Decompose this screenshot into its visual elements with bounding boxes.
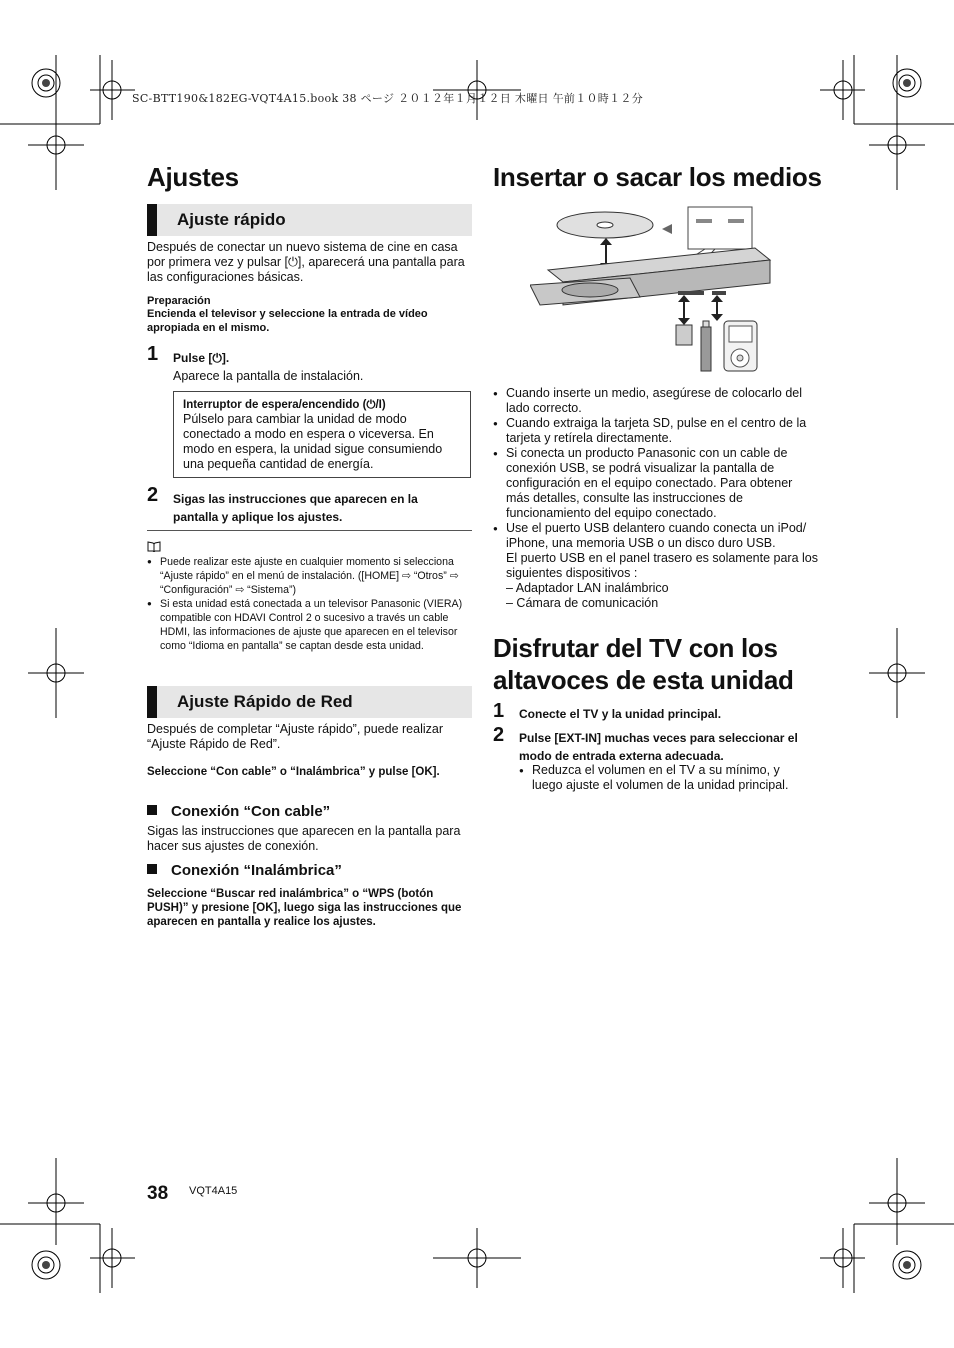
media-bullet: ● Cuando extraiga la tarjeta SD, pulse en el centro de la tarjeta y retírela directamente. [493,416,818,446]
page-title-ajustes: Ajustes [147,162,239,192]
step1-text: Aparece la pantalla de instalación. [173,369,364,383]
step2-title: Sigas las instrucciones que aparecen en la pantalla y aplique los ajustes. [173,492,418,524]
file-header: SC-BTT190&182EG-VQT4A15.book 38 ページ ２０１２年１月１２日 木曜日 午前１０時１２分 [132,92,643,105]
prep-text: Encienda el televisor y seleccione la entrada de vídeo apropiada en el mismo. [147,308,428,334]
tv-title-line2: altavoces de esta unidad [493,665,794,695]
section-heading-label: Ajuste Rápido de Red [177,692,353,711]
network-intro: Después de completar “Ajuste rápido”, puede realizar “Ajuste Rápido de Red”. [147,722,443,751]
section-heading-network-setup [147,686,472,718]
tv-step2-bullets [519,763,809,793]
wireless-heading: Conexión “Inalámbrica” [147,862,342,879]
wired-text: Sigas las instrucciones que aparecen en la pantalla para hacer sus ajustes de conexión. [147,824,461,853]
square-bullet-icon [147,805,157,815]
media-bullets [493,386,818,611]
prep-label: Preparación [147,295,211,307]
section-heading-quick-setup [147,204,472,236]
rear-usb-text: El puerto USB en el panel trasero es solamente para los siguientes dispositivos : [506,551,818,580]
tv-step2-bullet: ● Reduzca el volumen en el TV a su mínimo, y luego ajuste el volumen de la unidad principal. [519,763,809,793]
tv-step2-title: Pulse [EXT-IN] muchas veces para seleccionar el modo de entrada externa adecuada. [519,731,798,763]
media-bullet: ● Cuando inserte un medio, asegúrese de colocarlo del lado correcto. [493,386,818,416]
document-id: VQT4A15 [189,1185,238,1197]
device-item: – Cámara de comunicación [506,596,659,610]
divider [147,530,472,531]
media-bullet: ● Use el puerto USB delantero cuando conecta un iPod/ iPhone, una memoria USB o un disco duro USB. [493,521,818,551]
square-bullet-icon [147,864,157,874]
standby-box-text: Púlselo para cambiar la unidad de modo conectado a modo en espera o viceversa. En modo en espera, la unidad sigue consumiendo una pequeña cantidad de energía. [183,412,443,471]
note-item: ● Si esta unidad está conectada a un televisor Panasonic (VIERA) compatible con HDAVI Control 2 o sucesivo a través un cable HDMI, las informaciones de ajuste que aparecen en el televisor como “Idioma en pantalla” se captan desde esta unidad. [147,597,472,653]
wireless-text: Seleccione “Buscar red inalámbrica” o “WPS (botón PUSH)” y presione [OK], luego siga las instrucciones que aparecen en pantalla y realice los ajustes. [147,888,462,928]
book-icon [147,541,161,552]
step-number: 2 [147,484,159,506]
step-number: 1 [493,700,505,722]
tv-step1-title: Conecte el TV y la unidad principal. [519,707,722,721]
standby-info-box [173,391,471,478]
media-bullet: ● Si conecta un producto Panasonic con un cable de conexión USB, se podrá visualizar la pantalla de configuración en el equipo conectado. Para obtener más detalles, consulte las instrucciones de funcionamiento del equipo conectado. [493,446,818,521]
note-item: ● Puede realizar este ajuste en cualquier momento si selecciona “Ajuste rápido” en el menú de instalación. ([HOME] ⇨ “Otros” ⇨ “Configuración” ⇨ “Sistema”) [147,555,472,597]
quick-setup-intro: Después de conectar un nuevo sistema de cine en casa por primera vez y pulsar [⏻], aparecerá una pantalla para las configuraciones básicas. [147,240,465,284]
media-insertion-illustration [530,205,775,375]
quick-setup-notes [147,555,472,653]
device-item: – Adaptador LAN inalámbrico [506,581,669,595]
tv-title-line1: Disfrutar del TV con los [493,633,778,663]
page-number: 38 [147,1183,169,1204]
wired-heading: Conexión “Con cable” [147,803,330,820]
section-heading-label: Ajuste rápido [177,210,286,229]
step-number: 2 [493,724,505,746]
step1-title: Pulse [⏻]. [173,351,230,365]
standby-box-title: Interruptor de espera/encendido (⏻/I) [183,399,386,411]
media-title: Insertar o sacar los medios [493,162,822,192]
network-select-text: Seleccione “Con cable” o “Inalámbrica” y pulse [OK]. [147,766,440,778]
step-number: 1 [147,343,159,365]
